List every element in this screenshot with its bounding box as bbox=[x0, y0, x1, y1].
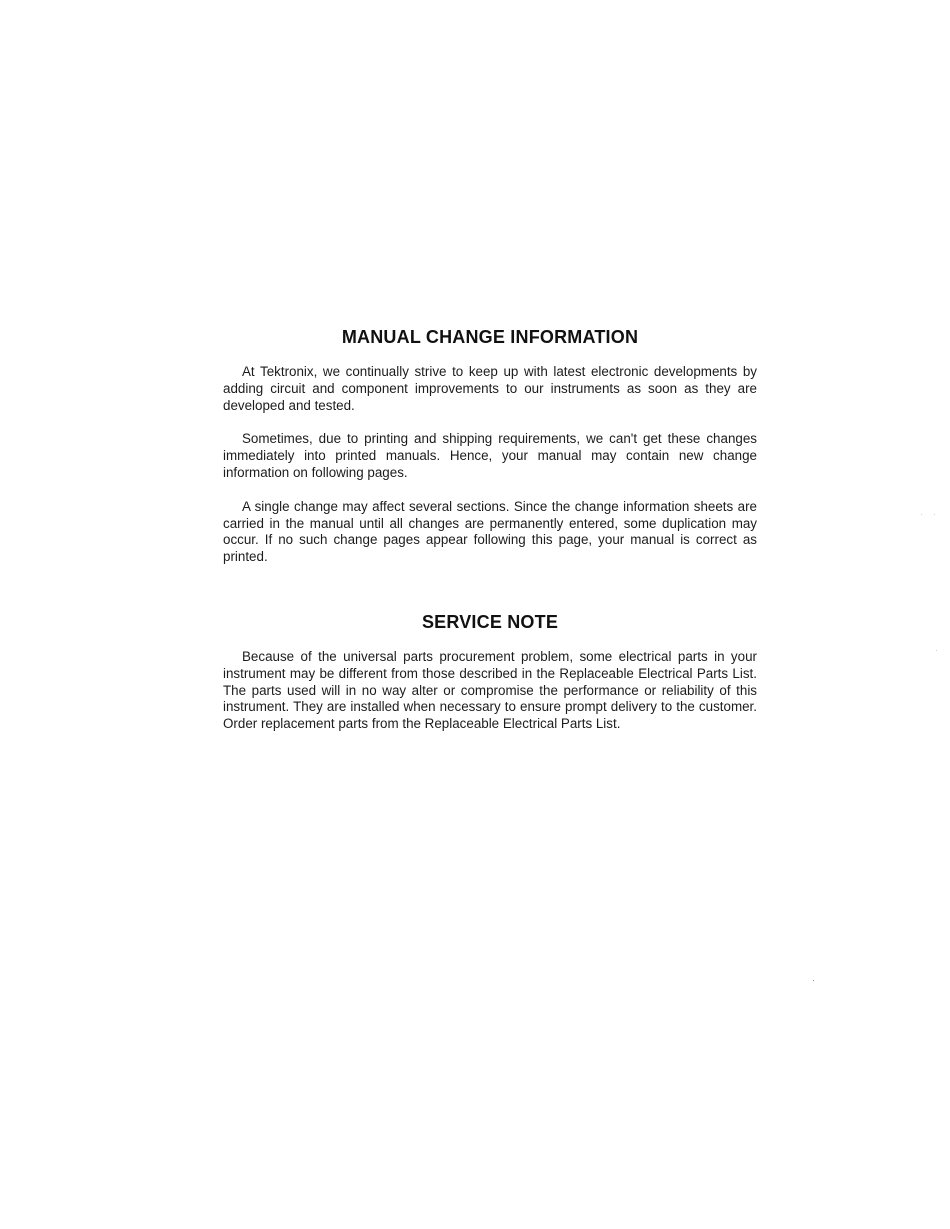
scan-speck bbox=[934, 514, 935, 515]
service-note-paragraph-1: Because of the universal parts procurement problem, some electrical parts in your instrument may be different from those described in the Replaceable Electrical Parts List. The parts used will in no way alter or compromise the performance or reliability of this instrument. They are installed when necessary to ensure prompt delivery to the customer. Order replacement parts from the Replaceable Electrical Parts List. bbox=[223, 649, 757, 732]
scan-speck bbox=[813, 980, 814, 981]
manual-change-paragraph-3: A single change may affect several sections. Since the change information sheets are carried in the manual until all changes are permanently entered, some duplication may occur. If no such change pages appear following this page, your manual is correct as printed. bbox=[223, 498, 757, 565]
service-note-section bbox=[223, 612, 757, 750]
manual-change-section bbox=[223, 327, 757, 583]
manual-change-paragraph-2: Sometimes, due to printing and shipping requirements, we can't get these changes immediately into printed manuals. Hence, your manual may contain new change information on following pages. bbox=[223, 431, 757, 480]
scan-speck bbox=[921, 514, 922, 515]
manual-change-heading: MANUAL CHANGE INFORMATION bbox=[341, 327, 639, 347]
manual-change-paragraph-1: At Tektronix, we continually strive to keep up with latest electronic developments by adding circuit and component improvements to our instruments as soon as they are developed and tested. bbox=[223, 364, 757, 413]
scan-speck bbox=[936, 650, 937, 651]
service-note-heading: SERVICE NOTE bbox=[421, 612, 559, 632]
